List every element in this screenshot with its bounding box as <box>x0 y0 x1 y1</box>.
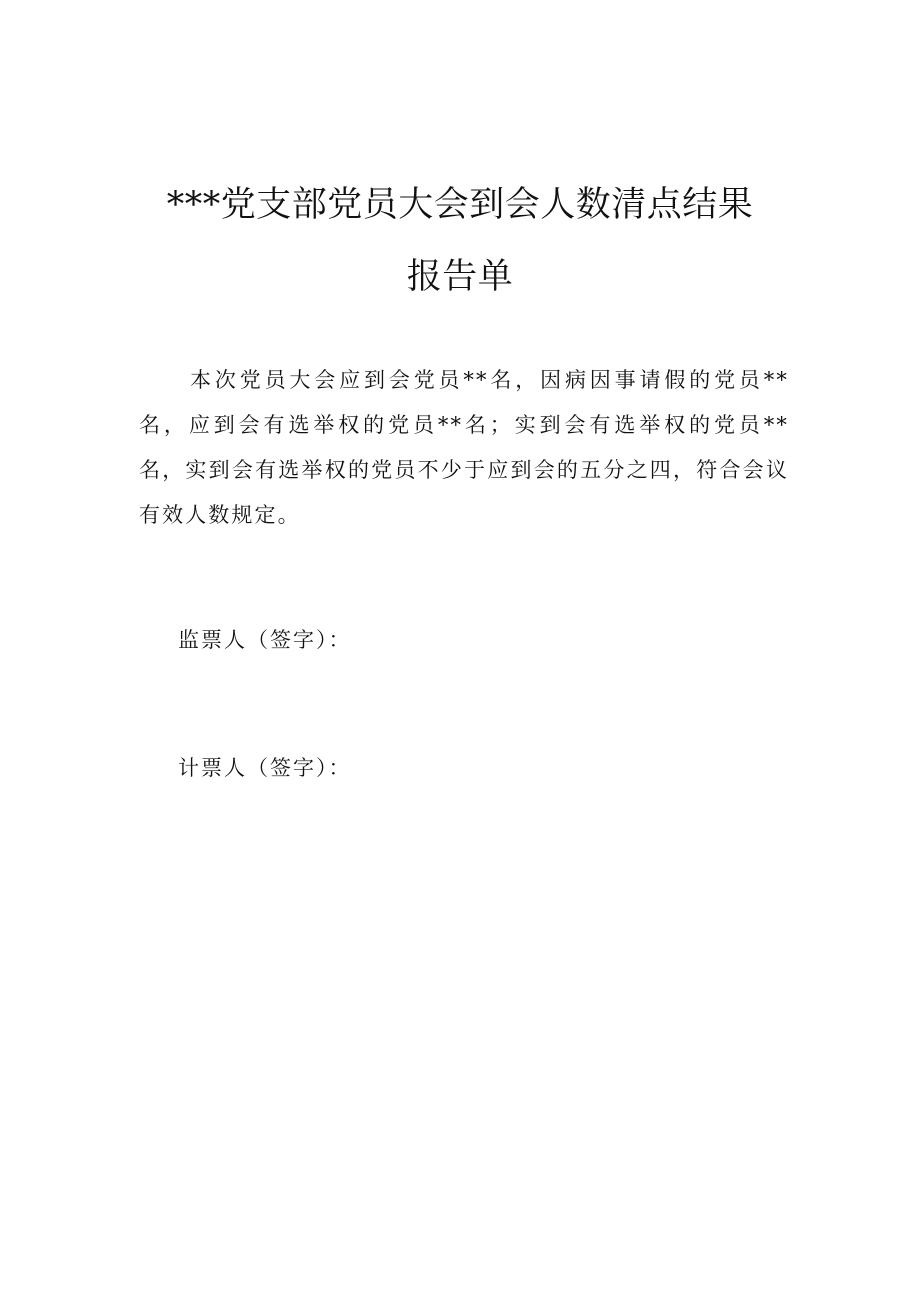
counter-signature-label: 计票人（签字）： <box>178 756 352 780</box>
document-title-line1: ***党支部党员大会到会人数清点结果 <box>166 185 754 225</box>
document-title-line2: 报告单 <box>406 257 514 297</box>
supervisor-signature-label: 监票人（签字）： <box>178 628 352 652</box>
report-body-paragraph: 本次党员大会应到会党员**名，因病因事请假的党员**名，应到会有选举权的党员**名；实到会有选举权的党员**名，实到会有选举权的党员不少于应到会的五分之四，符合会议有效人数规定。 <box>139 368 789 527</box>
